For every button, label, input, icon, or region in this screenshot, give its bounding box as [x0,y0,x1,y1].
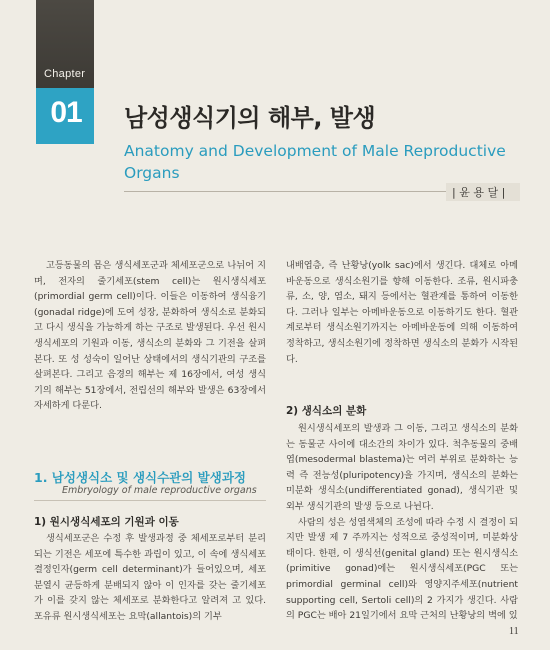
section-subtitle-english: Embryology of male reproductive organs [62,485,257,496]
section-heading: 1. 남성생식소 및 생식수관의 발생과정 [34,470,246,485]
chapter-title-english: Anatomy and Development of Male Reproductive Organs [124,142,506,182]
intro-text: 고등동물의 몸은 생식세포군과 체세포군으로 나뉘어 지며, 전자의 줄기세포(stem cell)는 원시생식세포(primordial germ cell)이다. 이들은 이동하여 생식융기(gonadal ridge)에 도여 성장, 분화하여 생식소로 분화되고 다시 생식을 가능하게 하는 구조로 발생된다. 우선 원시생식세포의 기원과 이동, 생식소의 분화와 그 기전을 살펴본다. 또 성 성숙이 일어난 상태에서의 생식기관의 구조를 살펴본다. 그리고 음경의 해부는 제 16장에서, 여성 생식기의 해부는 51장에서, 전립선의 해부와 발생은 63장에서 자세하게 다룬다. [34,260,266,412]
chapter-title-korean: 남성생식기의 해부, 발생 [124,104,376,132]
intro-paragraph [34,258,266,414]
chapter-label: Chapter [44,68,86,80]
subsection-origin-text: 생식세포군은 수정 후 발생과정 중 체세포로부터 분리되는 기전은 세포에 특수한 과립이 있고, 이 속에 생식세포결정인자(germ cell determinant)가 들어있으며, 세포분열시 균등하게 분배되지 않아 이 인자를 갖는 줄기세포가 이를 갖지 않는 체세포로 분화한다고 알려져 고 있다. 포유류 원시생식세포는 요막(allantois)의 기부 [34,533,266,622]
subsection-gonad-text-2: 사람의 성은 성염색체의 조성에 따라 수정 시 결정이 되지만 발생 제 7 주까지는 성적으로 중성적이며, 미분화상태이다. 한편, 이 생식선(genital gland) 또는 원시생식소(primitive gonad)에는 원시생식세포(PGC 또는 primordial germinal cell)와 영양지주세포(nutrient supporting cell, Sertoli cell)의 2 가지가 생긴다. 사람의 PGC는 배아 21일기에서 요막 근처의 난황낭의 벽에 있 [286,516,518,622]
subsection-heading-origin: 1) 원시생식세포의 기원과 이동 [34,516,179,528]
right-column-top [286,258,518,367]
page-number: 11 [509,626,519,637]
subsection-gonad-text: 원시생식세포의 발생과 그 이동, 그리고 생식소의 분화는 동물군 사이에 대소간의 차이가 있다. 척추동물의 중배엽(mesodermal blastema)는 여러 부위로 분화하는 능력 즉 전능성(pluripotency)을 가지며, 생식소의 분화는 미분화 생식소(undifferentiated gonad), 생식기관 및 외부 생식기관의 발생 등으로 나뉜다. [286,423,518,512]
subsection-origin-body [34,531,266,625]
author-name: | 윤 용 달 | [452,186,506,199]
subsection-gonad-body [286,421,518,624]
subsection-heading-gonad: 2) 생식소의 분화 [286,405,367,417]
right-top-text: 내배엽층, 즉 난황낭(yolk sac)에서 생긴다. 대체로 아메바운동으로 생식소원기를 향해 이동한다. 조류, 원시파충류, 소, 양, 염소, 돼지 등에서는 혈관계를 통하여 이동한다. 그러나 일부는 아메바운동으로 이동하기도 한다. 혈관계로부터 생식소원기까지는 아메바운동에 의해 이동하여 정착하고, 생식소원기에 정착하면 생식소의 분화가 시작된다. [286,260,518,365]
chapter-number: 01 [50,96,82,129]
section-divider [34,500,266,501]
